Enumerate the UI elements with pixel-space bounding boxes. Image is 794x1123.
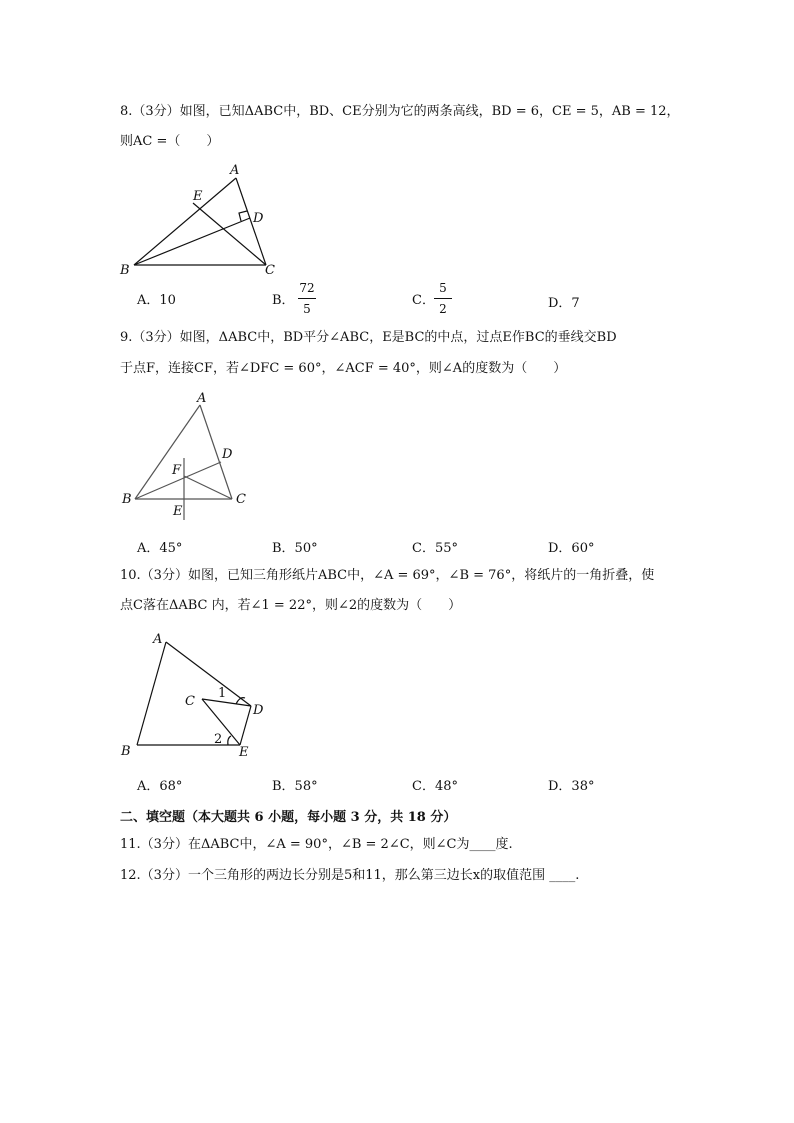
q9-option-a[interactable]: A．45°	[137, 541, 183, 556]
q9-label-d: D	[222, 447, 233, 462]
q10-label-a: A	[153, 632, 163, 647]
q10-edge-ab	[137, 642, 166, 745]
q9-label-e: E	[173, 504, 183, 519]
q9-label-b: B	[122, 492, 132, 507]
q9-label-c: C	[236, 492, 246, 507]
q10-option-b[interactable]: B．58°	[272, 779, 318, 794]
q9-option-d[interactable]: D．60°	[548, 541, 595, 556]
q8-label-c: C	[265, 263, 275, 278]
q10-edge-ad	[166, 642, 251, 706]
q8-option-c-denominator: 2	[439, 302, 447, 316]
q8-stem-line1: 8.（3分）如图，已知ΔABC中，BD、CE分别为它的两条高线，BD = 6，CE = 5，AB = 12，	[120, 104, 680, 119]
q8-option-b-numerator: 72	[299, 281, 315, 295]
q9-stem-line1: 9.（3分）如图，ΔABC中，BD平分∠ABC，E是BC的中点，过点E作BC的垂线交BD	[120, 330, 617, 345]
q8-option-d[interactable]: D．7	[548, 296, 580, 311]
q10-stem-line2: 点C落在ΔABC 内，若∠1 = 22°，则∠2的度数为（ ）	[120, 598, 462, 613]
q8-option-c-prefix[interactable]: C．	[412, 293, 435, 308]
q10-label-b: B	[121, 744, 131, 759]
q10-angle-2-arc	[228, 736, 231, 745]
q11-text: 11.（3分）在ΔABC中，∠A = 90°，∠B = 2∠C，则∠C为____度.	[120, 837, 513, 852]
q9-label-a: A	[197, 391, 207, 406]
q9-option-b[interactable]: B．50°	[272, 541, 318, 556]
q8-label-b: B	[120, 263, 130, 278]
q10-stem-line1: 10.（3分）如图，已知三角形纸片ABC中，∠A = 69°，∠B = 76°，将纸片的一角折叠，使	[120, 568, 655, 583]
q8-label-e: E	[193, 189, 203, 204]
q10-option-a[interactable]: A．68°	[137, 779, 183, 794]
q8-label-a: A	[230, 163, 240, 178]
q10-label-c: C	[185, 694, 195, 709]
q9-label-f: F	[172, 463, 182, 478]
q9-option-c[interactable]: C．55°	[412, 541, 458, 556]
section2-title: 二、填空题（本大题共 6 小题，每小题 3 分，共 18 分）	[120, 810, 457, 825]
q8-label-d: D	[253, 211, 264, 226]
q10-label-d: D	[253, 703, 264, 718]
q10-option-c[interactable]: C．48°	[412, 779, 458, 794]
q8-option-c-numerator: 5	[439, 281, 447, 295]
q10-edge-de	[240, 706, 251, 745]
q10-option-d[interactable]: D．38°	[548, 779, 595, 794]
q9-stem-line2: 于点F，连接CF，若∠DFC = 60°，∠ACF = 40°，则∠A的度数为（ ）	[120, 361, 567, 376]
q8-option-b-prefix[interactable]: B．	[272, 293, 295, 308]
q10-label-e: E	[239, 745, 249, 760]
q8-option-a[interactable]: A．10	[137, 293, 176, 308]
q12-text: 12.（3分）一个三角形的两边长分别是5和11，那么第三边长x的取值范围 ____.	[120, 868, 580, 883]
q10-label-angle-2: 2	[214, 732, 223, 747]
q8-option-b-denominator: 5	[303, 302, 311, 316]
q10-label-angle-1: 1	[218, 686, 227, 701]
q8-stem-line2: 则AC =（ ）	[120, 134, 220, 149]
